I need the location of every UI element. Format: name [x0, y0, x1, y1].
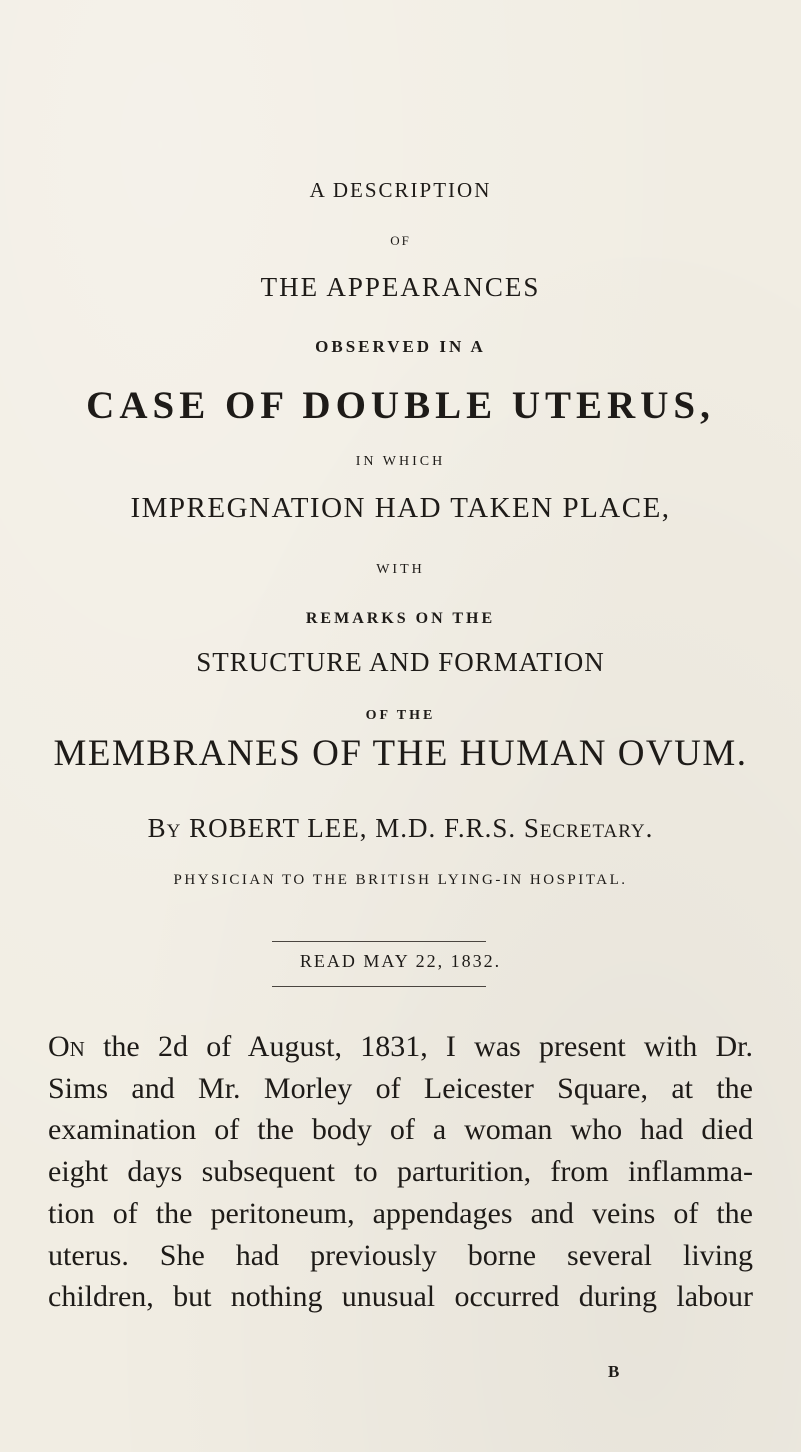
title-line-with: WITH	[376, 562, 425, 577]
title-line-remarks-on-the: REMARKS ON THE	[305, 610, 496, 627]
byline-by: By	[147, 813, 182, 843]
body-line-1	[48, 1026, 753, 1068]
byline-role: Secretary.	[523, 813, 654, 843]
body-first-word: On	[48, 1030, 85, 1063]
rule-bottom	[272, 986, 486, 987]
author-affiliation: PHYSICIAN TO THE BRITISH LYING-IN HOSPITAL.	[173, 872, 628, 888]
title-line-case-of-double-uterus: CASE OF DOUBLE UTERUS,	[86, 384, 715, 427]
rule-top	[272, 941, 486, 942]
read-date: READ MAY 22, 1832.	[299, 951, 502, 971]
body-line-6: uterus. She had previously borne several living	[48, 1238, 753, 1272]
title-line-observed-in-a: OBSERVED IN A	[315, 337, 486, 356]
title-line-in-which: IN WHICH	[355, 454, 446, 469]
body-line-4: eight days subsequent to parturition, from inflamma-	[48, 1155, 753, 1189]
byline-author: ROBERT LEE, M.D. F.R.S.	[189, 813, 517, 843]
title-line-impregnation: IMPREGNATION HAD TAKEN PLACE,	[130, 492, 671, 524]
title-line-the-appearances: THE APPEARANCES	[260, 272, 541, 302]
title-line-structure-and-formation: STRUCTURE AND FORMATION	[196, 647, 605, 677]
title-line-a-description: A DESCRIPTION	[309, 178, 492, 202]
signature-mark: B	[608, 1362, 620, 1381]
title-line-of: OF	[390, 233, 411, 248]
body-paragraph	[48, 1026, 753, 1318]
body-line-5: tion of the peritoneum, appendages and veins of the	[48, 1196, 753, 1230]
body-line-3: examination of the body of a woman who had died	[48, 1113, 753, 1147]
body-line-7: children, but nothing unusual occurred during labour	[48, 1280, 753, 1314]
body-line-1-text: the 2d of August, 1831, I was present with Dr.	[84, 1030, 753, 1063]
title-line-membranes: MEMBRANES OF THE HUMAN OVUM.	[53, 733, 748, 774]
title-line-of-the: OF THE	[365, 708, 436, 723]
body-line-2: Sims and Mr. Morley of Leicester Square, at the	[48, 1071, 753, 1105]
author-byline	[0, 813, 801, 844]
